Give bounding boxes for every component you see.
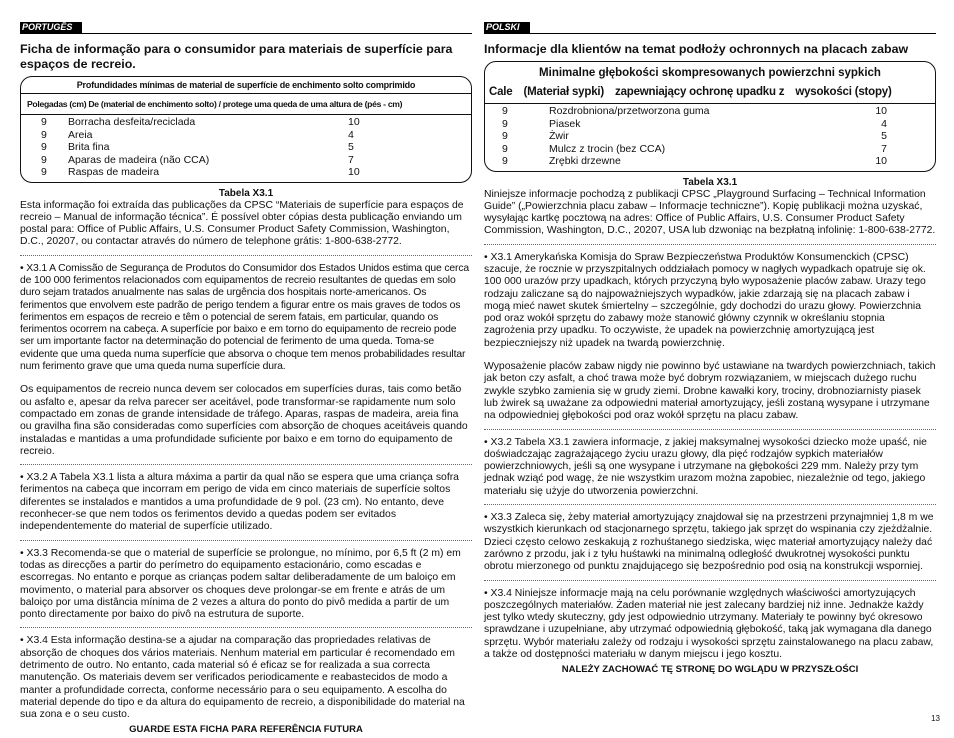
height-cell: 4: [881, 117, 887, 130]
material-cell: Aparas de madeira (não CCA): [68, 153, 210, 166]
language-tag: PORTUGÊS: [20, 22, 82, 33]
material-cell: Żwir: [549, 130, 569, 142]
table-heading: Minimalne głębokości skompresowanych powierzchni sypkich: [539, 67, 881, 79]
section-x3-1: • X3.1 A Comissão de Segurança de Produtos do Consumidor dos Estados Unidos estima que cerca de 100 000 ferimentos relacionados com equipamentos de recreio resultantes de quedas em solo duro sejam tratados anualmente nas salas de urgência dos hospitais norte-americanos. Os ferimentos que envolvem este padrão de perigo tendem a figurar entre os mais graves de todos os ferimentos em espaços de recreio e têm o potencial de serem fatais, em particular, quando os ferimentos ocorrem na cabeça. A superfície por baixo e em torno do equipamento de recreio pode ser um importante factor na determinação do potencial de ferimento de uma queda. Toma-se evidente que uma queda numa superfície que absorva o choque tem menos probabilidades resultar num ferimento grave que uma queda numa superfície dura.: [20, 262, 470, 373]
table-row: [21, 141, 471, 154]
table-column-header: [485, 83, 935, 104]
depth-cell: 9: [41, 116, 47, 128]
height-cell: 10: [875, 155, 887, 167]
divider: [484, 244, 936, 245]
table-caption: Tabela X3.1: [682, 176, 738, 188]
depth-cell: 9: [502, 155, 508, 167]
height-cell: 10: [875, 105, 887, 117]
height-cell: 7: [348, 153, 354, 166]
table-heading: Profundidades mínimas de material de superfície de enchimento solto comprimido: [21, 77, 471, 94]
section-x3-3: • X3.3 Zaleca się, żeby materiał amortyzujący znajdował się na przestrzeni przynajmniej 1,8 m we wszystkich kierunkach od stacjonarnego sprzętu, takiego jak sprzęt do wspinania czy zjeżdżalnie. Dzieci często celowo zeskakują z rozhuśtanego siedziska, więc materiał amortyzujący należy dać zarówno z przodu, jak i z tyłu huśtawki na minimalną odległość dwukrotnej wysokości punktu obrotu mierzonego od punktu znajdującego się bezpośrednio pod osią na konstrukcji wsporniej.: [484, 512, 934, 573]
material-cell: Piasek: [549, 117, 581, 130]
depth-cell: 9: [502, 142, 508, 155]
polish-column: [484, 22, 936, 675]
table-caption: Tabela X3.1: [218, 187, 274, 199]
section-x3-3: • X3.3 Recomenda-se que o material de superfície se prolongue, no mínimo, por 6,5 ft (2 m) em todas as direcções a partir do perímetro do equipamento estacionário, como escadas e escorregas. No entanto e porque as crianças podem saltar deliberadamente de um baloiço em movimento, o material para absorver os choques deve prolongar-se em frente e atrás de um baloiço por uma distância mínima de 2 vezes a altura do ponto do pivô medida a partir de um ponto directamente por baixo do pivô na estrutura de suporte.: [20, 547, 461, 621]
column-protect: zapewniający ochronę upadku z: [615, 86, 785, 98]
section-x3-4: • X3.4 Niniejsze informacje mają na celu porównanie względnych właściwości amortyzujących poszczególnych materiałów. Żaden materiał nie jest zalecany bardziej niż inne. Jednakże każdy jest tylko wtedy skuteczny, gdy jest odpowiednio utrzymany. Materiały te powinny być okresowo sprawdzane i uzupełniane, aby utrzymać odpowiednią głębokość, taką jak wymagana dla danego sprzętu. Wybór materiału zależy od rodzaju i wysokości sprzętu zainstalowanego na placu zabaw, a także od dostępności materiału w danym miejscu i jego kosztu.: [484, 587, 934, 660]
height-cell: 4: [348, 128, 354, 141]
depth-table: [484, 61, 936, 172]
section-title: Informacje dla klientów na temat podłoży ochronnych na placach zabaw: [484, 42, 909, 56]
table-rows: [21, 115, 471, 182]
table-row: [485, 130, 935, 143]
section-title: Ficha de informação para o consumidor para materiais de superfície para espaços de recreio.: [20, 42, 453, 71]
material-cell: Zrębki drzewne: [549, 155, 621, 167]
height-cell: 10: [348, 166, 360, 178]
section-x3-1-continued: Wyposażenie placów zabaw nigdy nie powinno być ustawiane na twardych powierzchniach, takich jak beton czy asfalt, a choć trawa może być dobrym rozwiązaniem, w miejscach dużego ruchu zwykle szybko zamienia się w grudy ziemi. Drobne kawałki kory, trociny, drobnoziarnisty piasek lub żwirek są uważane za odpowiedni materiał amortyzujący, jeśli zostaną wysypane i utrzymane na odpowiedniej głębokości pod oraz wokół sprzętu na placu zabaw.: [484, 361, 936, 422]
depth-cell: 9: [41, 153, 47, 166]
portuguese-column: [20, 22, 472, 735]
material-cell: Brita fina: [68, 141, 110, 153]
divider: [20, 464, 472, 465]
language-bar: [20, 22, 472, 34]
section-x3-1-continued: Os equipamentos de recreio nunca devem ser colocados em superfícies duras, tais como betão ou asfalto e, apesar da relva parecer ser aceitável, pode transformar-se rapidamente num solo compactado em zonas de grande intensidade de tráfego. Aparas, raspas de madeira, areia fina ou gravilha fina são consideradas como superfícies com absorção de choques aceitáveis quando instaladas e mantidas a uma profundidade suficiente por baixo e em torno do equipamento de recreio.: [20, 384, 468, 457]
divider: [484, 580, 936, 581]
section-x3-1: • X3.1 Amerykańska Komisja do Spraw Bezpieczeństwa Produktów Konsumenckich (CPSC) szacuje, że rocznie w przyszpitalnych oddziałach pomocy w nagłych wypadkach opatruje się ok. 100 000 urazów przy upadkach, których przyczyną było wyposażenie placów zabaw. Urazy tego rodzaju zaliczane są do najpoważniejszych wypadków, jakie zdarzają się na placach zabaw i mogą mieć nawet skutek śmiertelny – szczególnie, gdy dochodzi do urazu głowy. Powierzchnia pod oraz wokół sprzętu do zabawy może stanowić główny czynnik w określaniu stopnia zagrożenia przy upadku. To oczywiste, że upadek na powierzchnię amortyzującą jest bezpieczniejszy niż upadek na twardą powierzchnię.: [484, 251, 926, 349]
depth-cell: 9: [41, 166, 47, 178]
divider: [484, 504, 936, 505]
page-number: 13: [931, 714, 940, 723]
height-cell: 5: [881, 130, 887, 142]
table-column-header: Polegadas (cm) De (material de enchimento solto) / protege uma queda de uma altura de (pés - cm): [21, 94, 471, 115]
material-cell: Rozdrobniona/przetworzona guma: [549, 105, 710, 117]
language-tag: POLSKI: [484, 22, 530, 33]
intro-paragraph: Esta informação foi extraída das publicações da CPSC “Materiais de superfície para espaços de recreio – Manual de informação técnica”. É possível obter cópias desta publicação enviando um postal para: Office of Public Affairs, U.S. Consumer Product Safety Commission, Washington, D.C., 20207, ou contactar através do número de telephone grátis: 1-800-638-2772.: [20, 199, 464, 248]
material-cell: Mulcz z trocin (bez CCA): [549, 142, 666, 155]
divider: [20, 255, 472, 256]
table-row: [21, 129, 471, 142]
divider: [20, 627, 472, 628]
section-x3-2: • X3.2 A Tabela X3.1 lista a altura máxima a partir da qual não se espera que uma criança sofra ferimentos na cabeça que incorram em perigo de vida em cinco materiais de superfície soltos diferentes se instalados e mantidos a uma profundidade de 9 pol. (23 cm). No entanto, deve reconhecer-se que nem todos os ferimentos devido a quedas podem ser evitados independentemente do material de superfície utilizado.: [20, 472, 459, 533]
table-row: [21, 154, 471, 167]
intro-paragraph: Niniejsze informacje pochodzą z publikacji CPSC „Playground Surfacing – Technical Information Guide” („Powierzchnia placu zabaw – Informacje techniczne”). Kopię publikacji można uzyskać, wysyłając kartkę pocztową na adres: Office of Public Affairs, U.S. Consumer Product Safety Commission, Washington, D.C., 20207, USA lub dzwoniąc na bezpłatną infolinię: 1-800-638-2772.: [484, 188, 936, 237]
divider: [20, 540, 472, 541]
table-row: [485, 155, 935, 168]
height-cell: 7: [881, 142, 887, 155]
table-row: [485, 118, 935, 131]
language-bar: [484, 22, 936, 34]
material-cell: Areia: [68, 128, 93, 141]
material-cell: Raspas de madeira: [68, 166, 160, 178]
table-row: [21, 166, 471, 179]
depth-cell: 9: [502, 117, 508, 130]
section-x3-4: • X3.4 Esta informação destina-se a ajudar na comparação das propriedades relativas de absorção de choques dos vários materiais. Nenhum material em particular é recomendado em detrimento de outro. No entanto, cada material só é eficaz se for realizada a sua correcta manutenção. Os materiais devem ser verificados periodicamente e reabastecidos de modo a manter a profundidade correcta, conforme necessário para o seu equipamento. A escolha do material depende do tipo e da altura do equipamento de recreio, a disponibilidade do material na sua zona e o seu custo.: [20, 635, 465, 721]
column-material: (Materiał sypki): [523, 86, 605, 98]
column-cale: Cale: [489, 86, 513, 98]
height-cell: 5: [348, 141, 354, 153]
depth-cell: 9: [502, 105, 508, 117]
section-x3-2: • X3.2 Tabela X3.1 zawiera informacje, z jakiej maksymalnej wysokości dziecko może upaść, nie doświadczając zagrażającego życiu urazu głowy, dla pięć rodzajów sypkich materiałów powierzchniowych, jeśli są one wysypane i utrzymane na głębokości 229 mm. Należy przy tym jednak wziąć pod wagę, że nie wszystkim urazom można zapobiec, niezależnie od tego, jakiego materiału się użyje do utworzenia powierzchni.: [484, 436, 927, 497]
column-height: wysokości (stopy): [795, 86, 892, 98]
depth-cell: 9: [41, 128, 47, 141]
table-row: [485, 105, 935, 118]
height-cell: 10: [348, 116, 360, 128]
depth-table: [20, 76, 472, 183]
footer-note: GUARDE ESTA FICHA PARA REFERÊNCIA FUTURA: [129, 724, 363, 736]
depth-cell: 9: [502, 130, 508, 142]
divider: [484, 429, 936, 430]
material-cell: Borracha desfeita/reciclada: [68, 116, 196, 128]
depth-cell: 9: [41, 141, 47, 153]
footer-note: NALEŻY ZACHOWAĆ TĘ STRONĘ DO WGLĄDU W PRZYSZŁOŚCI: [561, 664, 859, 676]
table-rows: [485, 104, 935, 171]
table-row: [485, 143, 935, 156]
table-row: [21, 116, 471, 129]
